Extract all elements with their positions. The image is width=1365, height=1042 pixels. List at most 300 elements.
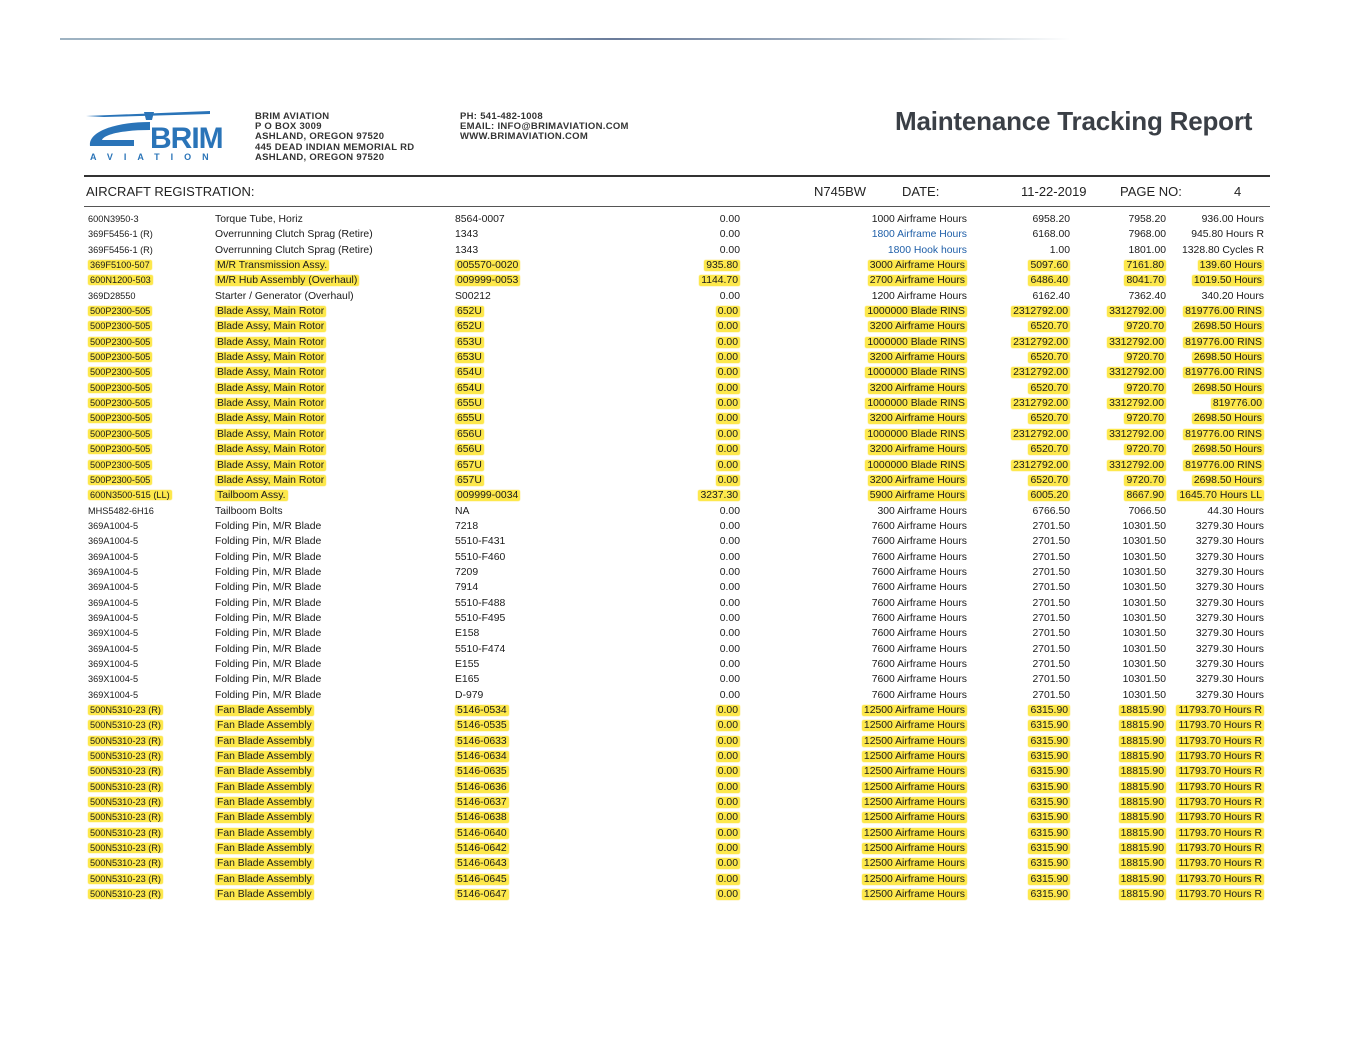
interval-text: 3000 Airframe Hours — [869, 260, 965, 272]
due-at-text: 9720.70 — [1126, 474, 1164, 486]
due-at-text: 9720.70 — [1126, 321, 1164, 333]
time-since-text: 0.00 — [717, 751, 738, 763]
serial-number-text: E165 — [455, 674, 480, 686]
part-number-cell — [88, 304, 152, 319]
description-cell — [215, 335, 326, 350]
part-number-text: 369A1004-5 — [88, 612, 139, 623]
description-text: Folding Pin, M/R Blade — [215, 582, 322, 594]
part-number-text: 500N5310-23 (R) — [90, 797, 161, 808]
due-at-text: 18815.90 — [1120, 705, 1164, 716]
time-since-cell — [720, 565, 740, 580]
due-at-text: 7362.40 — [1128, 290, 1166, 302]
installed-at-text: 2701.50 — [1032, 674, 1070, 686]
part-number-cell — [88, 350, 152, 365]
table-row — [84, 611, 1270, 626]
time-since-cell — [716, 381, 740, 396]
interval-text: 1000000 Blade RINS — [867, 306, 965, 318]
part-number-cell — [88, 335, 152, 350]
installed-at-cell — [1011, 304, 1070, 319]
due-at-cell — [1119, 795, 1166, 810]
part-number-cell — [88, 227, 153, 242]
description-cell — [215, 427, 326, 442]
due-at-cell — [1119, 734, 1166, 749]
installed-at-cell — [1028, 381, 1070, 396]
interval-cell — [868, 381, 967, 396]
installed-at-text: 6315.90 — [1030, 797, 1068, 809]
serial-number-text: 5146-0640 — [457, 827, 507, 839]
time-since-cell — [716, 810, 740, 825]
installed-at-cell — [1028, 273, 1070, 288]
due-at-text: 9720.70 — [1126, 352, 1164, 364]
serial-number-text: 8564-0007 — [455, 214, 505, 225]
remaining-cell — [1196, 519, 1264, 534]
serial-number-cell — [455, 212, 505, 227]
description-text: Blade Assy, Main Rotor — [217, 306, 325, 318]
description-text: Fan Blade Assembly — [217, 873, 312, 885]
time-since-cell — [716, 335, 740, 350]
due-at-text: 10301.50 — [1122, 658, 1166, 670]
interval-text: 12500 Airframe Hours — [863, 766, 965, 778]
part-number-text: 369A1004-5 — [88, 551, 139, 562]
remaining-text: 1645.70 Hours LL — [1179, 490, 1262, 502]
serial-number-text: 1343 — [455, 244, 479, 256]
serial-number-text: NA — [455, 505, 470, 517]
due-at-cell — [1128, 504, 1166, 519]
time-since-text: 0.00 — [717, 705, 738, 716]
address-line: ASHLAND, OREGON 97520 — [255, 131, 385, 143]
interval-text: 1800 Airframe Hours — [871, 229, 967, 241]
time-since-text: 3237.30 — [700, 490, 738, 502]
due-at-text: 3312792.00 — [1109, 367, 1164, 379]
interval-cell — [872, 580, 967, 595]
installed-at-text: 2701.50 — [1032, 520, 1070, 532]
installed-at-cell — [1032, 626, 1070, 641]
description-text: Blade Assy, Main Rotor — [217, 474, 325, 486]
page-value: 4 — [1234, 184, 1242, 199]
part-number-text: 500P2300-505 — [90, 474, 151, 485]
remaining-text: 11793.70 Hours R — [1178, 720, 1262, 732]
due-at-cell — [1124, 381, 1166, 396]
phone: PH: 541-482-1008 — [460, 111, 543, 122]
interval-text: 12500 Airframe Hours — [863, 843, 965, 855]
email: EMAIL: INFO@BRIMAVIATION.COM — [460, 121, 629, 133]
serial-number-text: 7209 — [455, 566, 479, 578]
interval-cell — [862, 826, 967, 841]
time-since-cell — [716, 458, 740, 473]
time-since-cell — [720, 596, 740, 611]
part-number-cell — [88, 519, 138, 534]
part-number-cell — [88, 273, 153, 288]
time-since-cell — [720, 534, 740, 549]
installed-at-text: 2701.50 — [1032, 551, 1070, 563]
description-cell — [215, 227, 373, 242]
serial-number-cell — [455, 504, 469, 519]
interval-cell — [862, 734, 967, 749]
installed-at-cell — [1032, 580, 1070, 595]
due-at-cell — [1128, 289, 1166, 304]
interval-text: 7600 Airframe Hours — [871, 582, 967, 594]
due-at-cell — [1123, 580, 1166, 595]
serial-number-text: 5510-F474 — [455, 643, 506, 655]
address-line: 445 DEAD INDIAN MEMORIAL RD — [255, 141, 415, 153]
installed-at-cell — [1032, 212, 1070, 227]
due-at-cell — [1124, 258, 1166, 273]
remaining-cell — [1183, 335, 1264, 350]
serial-number-cell — [455, 810, 509, 825]
part-number-cell — [88, 826, 163, 841]
serial-number-cell — [455, 841, 509, 856]
table-row — [84, 365, 1270, 380]
serial-number-text: 005570-0020 — [457, 260, 519, 272]
description-text: Blade Assy, Main Rotor — [217, 413, 325, 425]
due-at-text: 18815.90 — [1120, 766, 1164, 778]
time-since-text: 0.00 — [717, 474, 738, 486]
part-number-text: 369A1004-5 — [88, 582, 139, 593]
interval-cell — [872, 657, 967, 672]
time-since-cell — [716, 734, 740, 749]
part-number-cell — [88, 841, 163, 856]
remaining-cell — [1183, 365, 1264, 380]
time-since-text: 0.00 — [717, 306, 738, 318]
interval-text: 7600 Airframe Hours — [871, 612, 967, 624]
remaining-cell — [1192, 473, 1264, 488]
due-at-cell — [1123, 657, 1166, 672]
description-text: Blade Assy, Main Rotor — [217, 398, 325, 410]
interval-text: 1000000 Blade RINS — [867, 428, 965, 440]
installed-at-text: 6315.90 — [1030, 781, 1068, 793]
remaining-cell — [1196, 611, 1264, 626]
installed-at-cell — [1032, 550, 1070, 565]
table-row — [84, 642, 1270, 657]
interval-cell — [865, 427, 967, 442]
description-cell — [215, 841, 314, 856]
table-row — [84, 887, 1270, 902]
description-cell — [215, 718, 314, 733]
part-number-cell — [88, 289, 136, 304]
remaining-text: 11793.70 Hours R — [1178, 873, 1262, 885]
serial-number-cell — [455, 795, 509, 810]
description-cell — [215, 872, 314, 887]
serial-number-cell — [455, 335, 484, 350]
time-since-text: 0.00 — [717, 797, 738, 809]
remaining-text: 1328.80 Cycles R — [1181, 244, 1264, 256]
interval-text: 1000000 Blade RINS — [867, 336, 965, 348]
interval-cell — [872, 596, 967, 611]
time-since-text: 0.00 — [719, 582, 740, 594]
part-number-cell — [88, 611, 138, 626]
installed-at-text: 6162.40 — [1032, 290, 1070, 302]
installed-at-cell — [1032, 642, 1070, 657]
installed-at-text: 1.00 — [1049, 244, 1070, 256]
remaining-text: 2698.50 Hours — [1193, 444, 1262, 456]
due-at-text: 10301.50 — [1122, 643, 1166, 655]
time-since-cell — [716, 872, 740, 887]
part-number-cell — [88, 795, 163, 810]
part-number-text: 500N5310-23 (R) — [90, 889, 161, 900]
table-row — [84, 672, 1270, 687]
due-at-text: 10301.50 — [1122, 674, 1166, 686]
serial-number-cell — [455, 458, 484, 473]
description-text: Fan Blade Assembly — [217, 827, 312, 839]
description-text: Fan Blade Assembly — [217, 720, 312, 732]
serial-number-cell — [455, 764, 509, 779]
due-at-cell — [1107, 458, 1166, 473]
remaining-cell — [1192, 442, 1264, 457]
due-at-text: 10301.50 — [1122, 597, 1166, 609]
interval-text: 1000000 Blade RINS — [867, 459, 965, 471]
table-row — [84, 458, 1270, 473]
due-at-text: 10301.50 — [1122, 582, 1166, 594]
due-at-cell — [1119, 872, 1166, 887]
description-text: Fan Blade Assembly — [217, 766, 312, 778]
interval-text: 3200 Airframe Hours — [869, 413, 965, 425]
part-number-text: 500N5310-23 (R) — [90, 751, 161, 762]
time-since-text: 0.00 — [719, 505, 740, 517]
remaining-cell — [1191, 227, 1264, 242]
time-since-text: 0.00 — [717, 382, 738, 394]
part-number-cell — [88, 642, 138, 657]
time-since-text: 0.00 — [717, 735, 738, 747]
table-row — [84, 350, 1270, 365]
address-line: P O BOX 3009 — [255, 121, 322, 133]
part-number-text: 600N1200-503 — [90, 275, 151, 286]
time-since-cell — [716, 826, 740, 841]
time-since-text: 0.00 — [719, 290, 740, 302]
serial-number-cell — [455, 258, 520, 273]
serial-number-cell — [455, 550, 505, 565]
description-cell — [215, 350, 326, 365]
installed-at-text: 6315.90 — [1030, 889, 1068, 901]
interval-cell — [872, 642, 967, 657]
installed-at-text: 6520.70 — [1030, 413, 1068, 425]
installed-at-cell — [1028, 826, 1070, 841]
description-cell — [215, 764, 314, 779]
installed-at-cell — [1028, 887, 1070, 902]
description-text: Folding Pin, M/R Blade — [215, 689, 322, 701]
serial-number-cell — [455, 826, 509, 841]
due-at-text: 3312792.00 — [1109, 428, 1164, 440]
remaining-cell — [1192, 273, 1264, 288]
remaining-text: 819776.00 — [1212, 398, 1262, 410]
time-since-cell — [720, 672, 740, 687]
description-cell — [215, 580, 321, 595]
interval-cell — [862, 841, 967, 856]
time-since-cell — [716, 749, 740, 764]
description-cell — [215, 642, 321, 657]
installed-at-text: 2312792.00 — [1013, 428, 1068, 440]
remaining-text: 819776.00 RINS — [1185, 459, 1262, 471]
time-since-text: 0.00 — [717, 843, 738, 855]
description-cell — [215, 596, 321, 611]
remaining-cell — [1192, 319, 1264, 334]
due-at-text: 18815.90 — [1120, 797, 1164, 809]
remaining-cell — [1196, 550, 1264, 565]
time-since-cell — [716, 795, 740, 810]
company-contact — [460, 112, 629, 143]
description-text: Overrunning Clutch Sprag (Retire) — [215, 229, 373, 241]
installed-at-cell — [1028, 764, 1070, 779]
time-since-text: 0.00 — [719, 536, 740, 548]
installed-at-text: 2701.50 — [1032, 643, 1070, 655]
time-since-text: 0.00 — [719, 628, 740, 640]
remaining-cell — [1176, 826, 1264, 841]
address-line: ASHLAND, OREGON 97520 — [255, 151, 385, 163]
installed-at-cell — [1028, 473, 1070, 488]
table-row — [84, 764, 1270, 779]
remaining-cell — [1196, 657, 1264, 672]
due-at-text: 10301.50 — [1122, 551, 1166, 563]
table-row — [84, 212, 1270, 227]
installed-at-text: 6315.90 — [1030, 873, 1068, 885]
installed-at-cell — [1028, 488, 1070, 503]
installed-at-text: 6005.20 — [1030, 490, 1068, 502]
part-number-cell — [88, 534, 138, 549]
installed-at-text: 2312792.00 — [1013, 459, 1068, 471]
table-row — [84, 258, 1270, 273]
description-text: Fan Blade Assembly — [217, 781, 312, 793]
due-at-cell — [1119, 826, 1166, 841]
top-scan-rule — [60, 38, 1070, 40]
interval-text: 12500 Airframe Hours — [863, 797, 965, 809]
description-cell — [215, 611, 321, 626]
installed-at-cell — [1032, 565, 1070, 580]
table-row — [84, 335, 1270, 350]
interval-cell — [872, 212, 967, 227]
part-number-text: 500P2300-505 — [90, 413, 151, 424]
installed-at-text: 6766.50 — [1032, 505, 1070, 517]
installed-at-cell — [1028, 350, 1070, 365]
serial-number-text: D-979 — [455, 689, 484, 701]
remaining-cell — [1196, 688, 1264, 703]
description-text: Folding Pin, M/R Blade — [215, 674, 322, 686]
serial-number-text: 5146-0647 — [457, 889, 507, 901]
due-at-text: 8041.70 — [1126, 275, 1164, 287]
time-since-cell — [720, 688, 740, 703]
installed-at-text: 6520.70 — [1030, 444, 1068, 456]
remaining-text: 819776.00 RINS — [1185, 336, 1262, 348]
remaining-text: 11793.70 Hours R — [1178, 766, 1262, 778]
due-at-text: 7968.00 — [1128, 229, 1166, 241]
remaining-text: 3279.30 Hours — [1195, 536, 1264, 548]
due-at-text: 8667.90 — [1126, 490, 1164, 502]
part-number-text: 500N5310-23 (R) — [90, 735, 161, 746]
serial-number-text: 654U — [457, 367, 482, 379]
serial-number-cell — [455, 856, 509, 871]
remaining-text: 11793.70 Hours R — [1178, 858, 1262, 870]
part-number-text: 369A1004-5 — [88, 566, 139, 577]
description-cell — [215, 672, 321, 687]
serial-number-text: 654U — [457, 382, 482, 394]
remaining-cell — [1176, 780, 1264, 795]
serial-number-cell — [455, 381, 484, 396]
due-at-text: 18815.90 — [1120, 889, 1164, 901]
time-since-text: 0.00 — [719, 674, 740, 686]
remaining-cell — [1176, 734, 1264, 749]
remaining-text: 3279.30 Hours — [1195, 674, 1264, 686]
serial-number-text: 5146-0637 — [457, 797, 507, 809]
description-text: Fan Blade Assembly — [217, 751, 312, 763]
remaining-cell — [1196, 580, 1264, 595]
remaining-cell — [1196, 565, 1264, 580]
serial-number-text: 653U — [457, 336, 482, 348]
part-number-text: 500N5310-23 (R) — [90, 720, 161, 731]
interval-cell — [872, 611, 967, 626]
installed-at-text: 2701.50 — [1032, 658, 1070, 670]
serial-number-text: 7914 — [455, 582, 479, 594]
description-cell — [215, 565, 321, 580]
installed-at-cell — [1032, 504, 1070, 519]
interval-cell — [862, 887, 967, 902]
time-since-text: 1144.70 — [701, 275, 738, 287]
serial-number-cell — [455, 304, 484, 319]
interval-text: 12500 Airframe Hours — [863, 812, 965, 824]
serial-number-text: S00212 — [455, 290, 491, 302]
serial-number-text: 5146-0534 — [457, 705, 507, 716]
interval-cell — [862, 810, 967, 825]
time-since-text: 0.00 — [719, 658, 740, 670]
remaining-text: 11793.70 Hours R — [1178, 781, 1262, 793]
due-at-cell — [1107, 335, 1166, 350]
time-since-text: 0.00 — [717, 766, 738, 778]
due-at-text: 18815.90 — [1120, 873, 1164, 885]
time-since-cell — [716, 396, 740, 411]
remaining-text: 11793.70 Hours R — [1178, 705, 1262, 716]
description-cell — [215, 243, 373, 258]
description-text: Folding Pin, M/R Blade — [215, 566, 322, 578]
serial-number-text: 009999-0034 — [457, 490, 519, 502]
time-since-cell — [716, 442, 740, 457]
interval-cell — [868, 258, 967, 273]
interval-text: 12500 Airframe Hours — [863, 873, 965, 885]
time-since-text: 0.00 — [717, 352, 738, 364]
interval-cell — [868, 488, 967, 503]
description-text: Fan Blade Assembly — [217, 812, 312, 824]
part-number-text: 600N3950-3 — [88, 214, 139, 224]
interval-cell — [872, 626, 967, 641]
interval-cell — [868, 273, 967, 288]
due-at-cell — [1123, 534, 1166, 549]
part-number-cell — [88, 810, 163, 825]
description-text: Tailboom Assy. — [217, 490, 286, 502]
installed-at-cell — [1011, 365, 1070, 380]
remaining-text: 3279.30 Hours — [1195, 689, 1264, 701]
serial-number-cell — [455, 642, 505, 657]
interval-cell — [868, 442, 967, 457]
description-cell — [215, 442, 326, 457]
interval-text: 7600 Airframe Hours — [871, 674, 967, 686]
due-at-cell — [1124, 442, 1166, 457]
interval-text: 12500 Airframe Hours — [863, 735, 965, 747]
part-number-cell — [88, 734, 163, 749]
part-number-text: 500P2300-505 — [90, 367, 151, 378]
installed-at-cell — [1050, 243, 1070, 258]
table-row — [84, 734, 1270, 749]
serial-number-cell — [455, 534, 505, 549]
interval-text: 1800 Hook hours — [887, 244, 967, 256]
due-at-text: 9720.70 — [1126, 413, 1164, 425]
serial-number-text: E158 — [455, 628, 480, 640]
due-at-text: 3312792.00 — [1109, 459, 1164, 471]
svg-text:BRIM: BRIM — [150, 122, 223, 155]
remaining-text: 2698.50 Hours — [1193, 321, 1262, 333]
serial-number-cell — [455, 887, 509, 902]
description-text: Blade Assy, Main Rotor — [217, 459, 325, 471]
installed-at-text: 6315.90 — [1030, 720, 1068, 732]
installed-at-cell — [1028, 734, 1070, 749]
description-cell — [215, 381, 326, 396]
part-number-text: 500P2300-505 — [90, 382, 151, 393]
description-text: Fan Blade Assembly — [217, 889, 312, 901]
